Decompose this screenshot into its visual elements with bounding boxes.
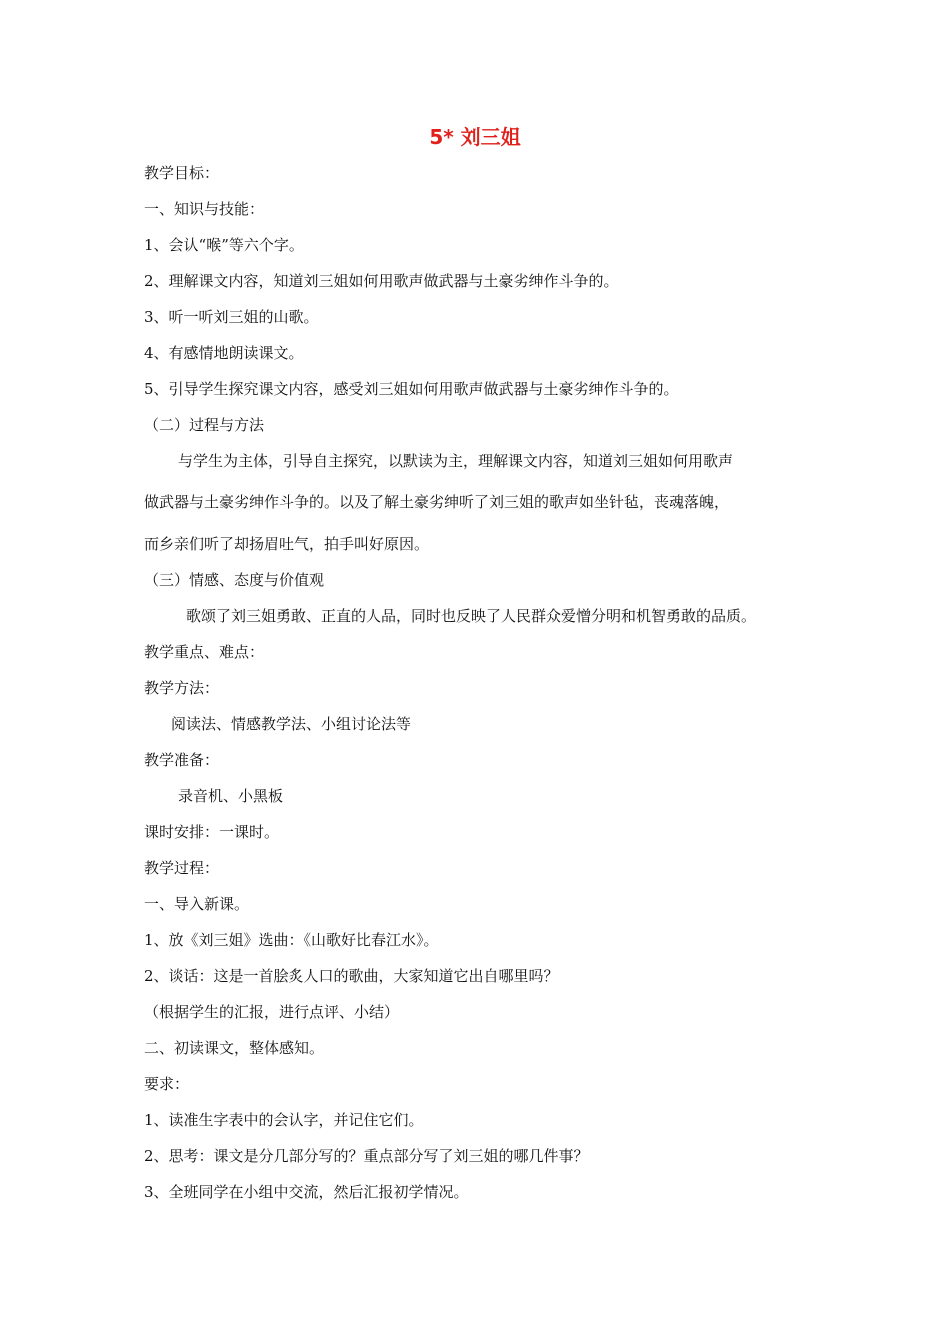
paragraph-line: 录音机、小黑板 [178, 787, 284, 805]
section-heading-step-one: 一、导入新课。 [144, 895, 250, 913]
section-heading-values: （三）情感、态度与价值观 [144, 571, 325, 589]
paragraph-line: （根据学生的汇报，进行点评、小结） [144, 1003, 400, 1021]
section-heading-methods: 教学方法： [144, 679, 220, 697]
section-heading-objectives: 教学目标： [144, 164, 220, 182]
section-heading-key-points: 教学重点、难点： [144, 643, 265, 661]
list-item: 5、引导学生探究课文内容，感受刘三姐如何用歌声做武器与土豪劣绅作斗争的。 [144, 380, 679, 398]
section-heading-step-two: 二、初读课文，整体感知。 [144, 1039, 325, 1057]
list-item: 2、理解课文内容，知道刘三姐如何用歌声做武器与土豪劣绅作斗争的。 [144, 272, 619, 290]
list-item: 1、读准生字表中的会认字，并记住它们。 [144, 1111, 424, 1129]
paragraph-line: 而乡亲们听了却扬眉吐气，拍手叫好原因。 [144, 535, 430, 553]
list-item: 1、放《刘三姐》选曲：《山歌好比春江水》。 [144, 931, 439, 949]
list-item: 4、有感情地朗读课文。 [144, 344, 304, 362]
list-item: 1、会认“喉”等六个字。 [144, 236, 304, 254]
list-item: 3、听一听刘三姐的山歌。 [144, 308, 319, 326]
section-heading-knowledge: 一、知识与技能： [144, 200, 265, 218]
paragraph-line: 做武器与土豪劣绅作斗争的。以及了解土豪劣绅听了刘三姐的歌声如坐针毡，丧魂落魄， [144, 493, 730, 511]
section-heading-requirements: 要求： [144, 1075, 190, 1093]
section-heading-preparation: 教学准备： [144, 751, 220, 769]
list-item: 2、谈话：这是一首脍炙人口的歌曲，大家知道它出自哪里吗？ [144, 967, 559, 985]
paragraph-line: 歌颂了刘三姐勇敢、正直的人品，同时也反映了人民群众爱憎分明和机智勇敢的品质。 [186, 607, 757, 625]
section-heading-procedure: 教学过程： [144, 859, 220, 877]
list-item: 3、全班同学在小组中交流，然后汇报初学情况。 [144, 1183, 469, 1201]
document-title: 5* 刘三姐 [429, 125, 521, 149]
list-item: 2、思考：课文是分几部分写的？重点部分写了刘三姐的哪几件事？ [144, 1147, 589, 1165]
section-heading-process: （二）过程与方法 [144, 416, 265, 434]
paragraph-line: 阅读法、情感教学法、小组讨论法等 [171, 715, 412, 733]
paragraph-line: 与学生为主体，引导自主探究，以默读为主，理解课文内容，知道刘三姐如何用歌声 [178, 452, 734, 470]
section-heading-schedule: 课时安排：一课时。 [144, 823, 280, 841]
